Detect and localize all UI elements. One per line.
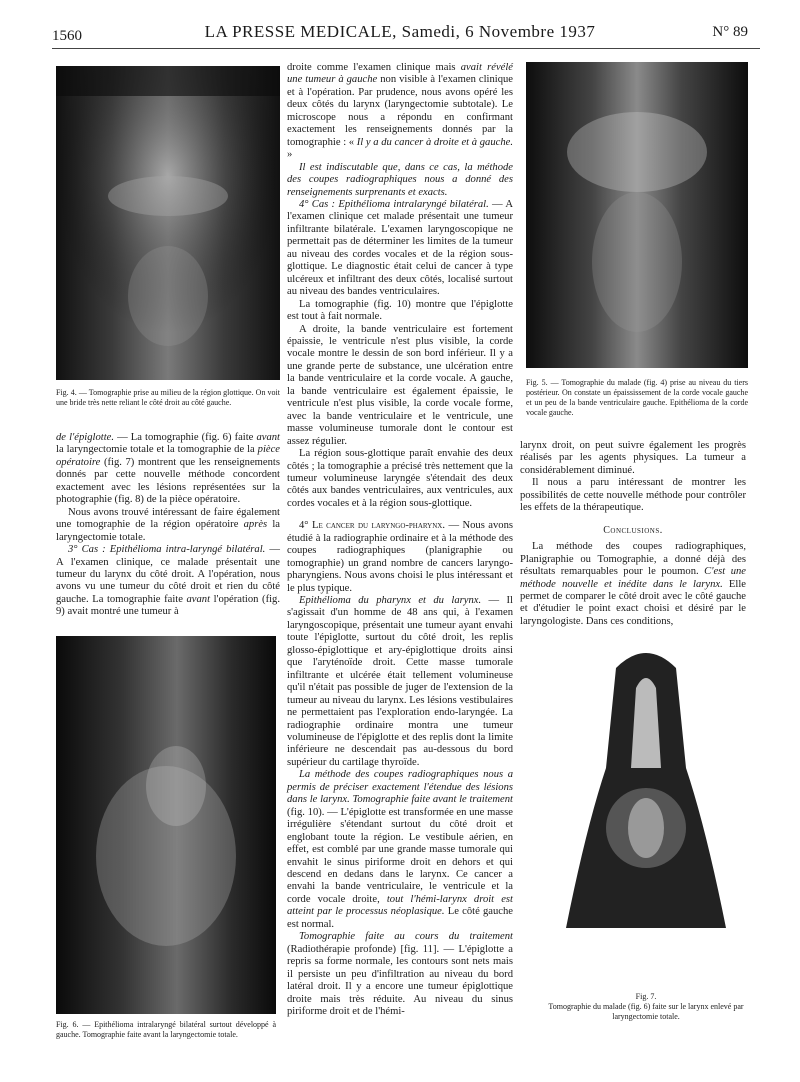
figure-4-caption: Fig. 4. — Tomographie prise au milieu de la région glottique. On voit une bride très nette reliant le côté droit au côté gauche. (56, 388, 280, 407)
middle-paragraph-5: A droite, la bande ventriculaire est fortement épaissie, le ventricule n'est plus visible, la corde vocale montre le dessin de son bord inférieur. Il y a une grande perte de substance, une ulcération entre la bande ventriculaire et la corde vocale. A gauche, la bande ventriculaire est également épaissie, le ventricule n'est plus visible, la corde vocale forme, avec la bande ventriculaire et le ventricule, une masse volumineuse tumorale dont le contour est assez régulier. (287, 323, 513, 447)
middle-paragraph-1: droite comme l'examen clinique mais avait révélé une tumeur à gauche non visible à l'examen clinique et à l'opération. Par prudence, nous avons opéré les deux côtés du larynx (laryngectomie subtotale). Le microscope nous a répondu en confirmant exactement les renseignements donnés par la tomographie : « Il y a du cancer à droite et à gauche. » (287, 62, 513, 161)
middle-paragraph-10: Tomographie faite au cours du traitement (Radiothérapie profonde) [fig. 11]. — L'épiglotte a repris sa forme normale, les contours sont nets mais il persiste un peu d'infiltration au niveau du bord latéral droit. Il y a encore une tumeur épiglottique droite mais très réduite. Au niveau du sinus piriforme droit et de l'hémi- (287, 931, 513, 1017)
figure-5-caption: Fig. 5. — Tomographie du malade (fig. 4) prise au niveau du tiers postérieur. On constate un épaississement de la corde vocale gauche et un peu de la bande ventriculaire gauche. Epithélioma de la corde vocale gauche. (526, 378, 748, 417)
figure-5-image (526, 62, 748, 368)
journal-title: LA PRESSE MEDICALE, Samedi, 6 Novembre 1937 (204, 22, 596, 41)
figure-7-text: Tomographie du malade (fig. 6) faite sur le larynx enlevé par laryngectomie totale. (548, 1002, 744, 1021)
left-column (56, 432, 280, 619)
middle-paragraph-2: Il est indiscutable que, dans ce cas, la méthode des coupes radiographiques nous a donné des renseignements surprenants et exacts. (287, 161, 513, 198)
figure-7-label: Fig. 7. (635, 992, 657, 1001)
figure-6-image (56, 636, 276, 1014)
middle-paragraph-6: La région sous-glottique paraît envahie des deux côtés ; la tomographie a précisé très nettement que la tumeur volumineuse laryngée s'étendait des deux côtés aux bandes ventriculaires, aux ventricules, aux cordes vocales et à la région sous-glottique. (287, 448, 513, 509)
middle-column (287, 62, 513, 1018)
left-paragraph-1: de l'épiglotte. — La tomographie (fig. 6) faite avant la laryngectomie totale et la tomographie de la pièce opératoire (fig. 7) montrent que les renseignements donnés par cette nouvelle méthode concordent exactement avec les lésions représentées sur la photographie (fig. 8) de la pièce opératoire. (56, 432, 281, 506)
right-paragraph-2: Il nous a paru intéressant de montrer les possibilités de cette nouvelle méthode pour contrôler les effets de la thérapeutique. (520, 477, 746, 514)
left-paragraph-2: Nous avons trouvé intéressant de faire également une tomographie de la région opératoire après la laryngectomie totale. (56, 506, 280, 543)
page-number: 1560 (52, 28, 82, 44)
issue-number: N° 89 (712, 24, 748, 40)
figure-6-caption: Fig. 6. — Epithélioma intralaryngé bilatéral surtout développé à gauche. Tomographie faite avant la laryngectomie totale. (56, 1020, 276, 1039)
middle-paragraph-8: Epithélioma du pharynx et du larynx. — Il s'agissait d'un homme de 48 ans qui, à l'examen laryngoscopique, présentait une tumeur ayant envahi toute l'épiglotte, surtout du côté droit, les replis glosso-épiglottique et ary-épiglottique droits ainsi que l'aryténoïde droit. Cette masse tumorale infiltrante et ulcérée était tellement volumineuse qu'il n'était pas possible de juger de l'extension de la tumeur au niveau du larynx. Les lésions vestibulaires ne permettaient pas l'exploration endo-laryngée. La radiographie ordinaire montra une tumeur volumineuse de l'épiglotte et des replis dont la limite inférieure ne descendait pas au-dessous du bord supérieur du cartilage thyroïde. (287, 595, 513, 768)
page-header (0, 0, 800, 48)
header-rule (52, 48, 760, 49)
middle-paragraph-9: La méthode des coupes radiographiques nous a permis de préciser exactement l'étendue des lésions dans le larynx. Tomographie faite avant le traitement (fig. 10). — L'épiglotte est transformée en une masse irrégulière s'étendant surtout du côté droit et englobant toute la région. Le vestibule aérien, en effet, est comblé par une grande masse tumorale qui envahit le sinus piriforme droit en dehors et qui descend en dedans dans le larynx. Ce cancer a envahi la bande ventriculaire, le ventricule et la corde vocale droite, tout l'hémi-larynx droit est atteint par le processus néoplasique. Le côté gauche est normal. (287, 769, 513, 930)
middle-paragraph-7: 4° Le cancer du laryngo-pharynx. — Nous avons étudié à la radiographie ordinaire et à la méthode des coupes radiographiques (planigraphie ou tomographie) un grand nombre de cancers laryngo-pharyngiens. Nous avons choisi le plus intéressant et le plus typique. (287, 520, 514, 594)
right-paragraph-1: larynx droit, on peut suivre également les progrès réalisés par les agents physiques. La tumeur a considérablement diminué. (520, 440, 746, 476)
right-paragraph-3: La méthode des coupes radiographiques, Planigraphie ou Tomographie, a donné déjà des résultats remarquables pour le poumon. C'est une méthode nouvelle et inédite dans le larynx. Elle permet de comparer le côté droit avec le côté gauche et d'étudier le point exact choisi et désiré par le laryngologiste. Dans ces conditions, (520, 541, 747, 627)
right-column (520, 440, 746, 628)
conclusions-heading: Conclusions. (603, 524, 663, 536)
figure-7-image (556, 628, 736, 984)
figure-7-caption (548, 992, 744, 1022)
figure-4-image (56, 66, 280, 380)
middle-paragraph-3: 4° Cas : Epithélioma intralaryngé bilatéral. — A l'examen clinique cet malade présentait une tumeur infiltrante bilatérale. L'examen laryngoscopique ne permettait pas de déterminer les limites de la tumeur au niveau des cordes vocales et de la région sous-glottique. Le diagnostic était celui de cancer à type ulcéreux et infiltrant des deux côtés, localisé surtout au niveau des bandes ventriculaires. (287, 198, 513, 298)
left-paragraph-3: 3° Cas : Epithélioma intra-laryngé bilatéral. — A l'examen clinique, ce malade présentait une tumeur du larynx du côté droit. A l'opération, nous avons vu une tumeur du côté droit et rien du côté gauche. La tomographie faite avant l'opération (fig. 9) avait montré une tumeur à (56, 544, 280, 618)
middle-paragraph-4: La tomographie (fig. 10) montre que l'épiglotte est tout à fait normale. (287, 298, 513, 323)
